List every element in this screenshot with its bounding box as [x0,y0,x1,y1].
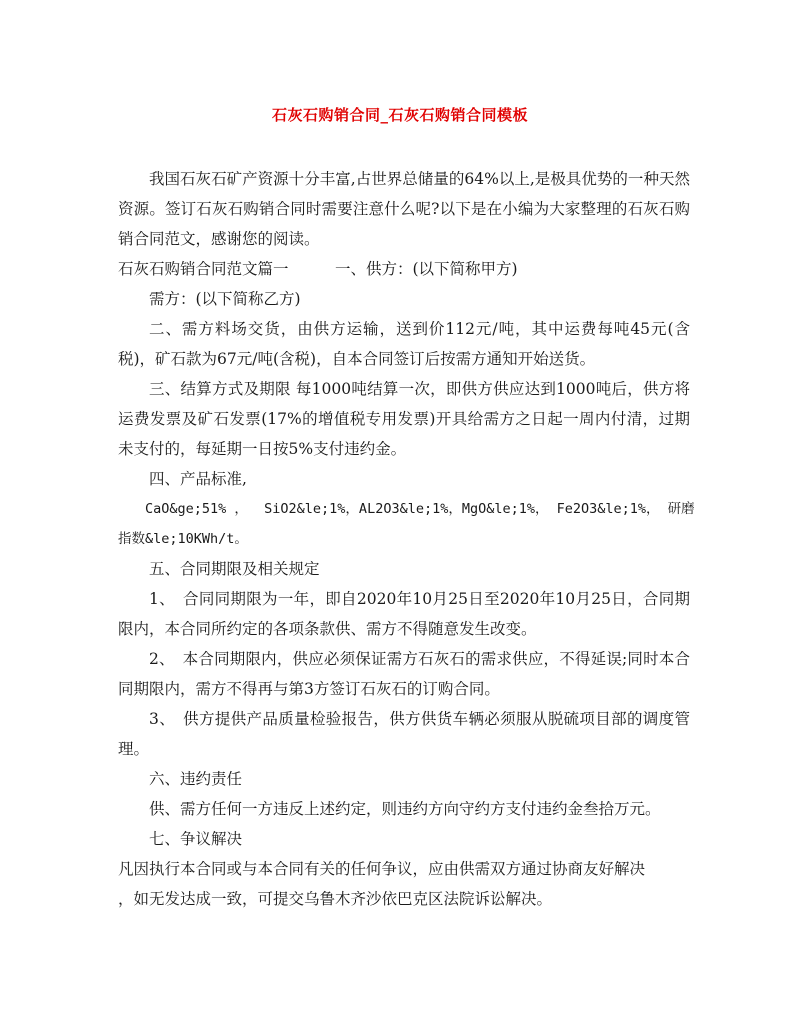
clause-7-text-1: 凡因执行本合同或与本合同有关的任何争议，应由供需双方通过协商友好解决 [118,860,646,878]
clause-7-heading: 七、争议解决 [149,830,243,848]
clause-6-heading: 六、违约责任 [149,770,243,788]
spec-line-1: CaO&ge;51% ， SiO2&le;1%，AL2O3&le;1%，MgO&le;1%， Fe2O3&le;1%， 研磨 [145,501,695,517]
clause-3: 三、结算方式及期限 每1000吨结算一次，即供方供应达到1000吨后，供方将运费发票及矿石发票(17%的增值税专用发票)开具给需方之日起一周内付清，过期未支付的，每延期一日按5%支付违约金。 [118,380,690,458]
intro-paragraph: 我国石灰石矿产资源十分丰富,占世界总储量的64%以上,是极具优势的一种天然资源。签订石灰石购销合同时需要注意什么呢?以下是在小编为大家整理的石灰石购销合同范文，感谢您的阅读。 [118,170,690,248]
clause-5-3: 3、 供方提供产品质量检验报告，供方供货车辆必须服从脱硫项目部的调度管理。 [118,710,690,758]
buyer-line: 需方：(以下简称乙方) [149,290,301,308]
document-body [118,164,695,914]
document-title: 石灰石购销合同_石灰石购销合同模板 [271,106,528,124]
clause-6-text: 供、需方任何一方违反上述约定，则违约方向守约方支付违约金叁拾万元。 [149,800,661,818]
clause-7-text-2: ，如无发达成一致，可提交乌鲁木齐沙依巴克区法院诉讼解决。 [118,890,553,908]
clause-5-2: 2、 本合同期限内，供应必须保证需方石灰石的需求供应，不得延误;同时本合同期限内，需方不得再与第3方签订石灰石的订购合同。 [118,650,690,698]
clause-5-1: 1、 合同同期限为一年，即自2020年10月25日至2020年10月25日，合同期限内，本合同所约定的各项条款供、需方不得随意发生改变。 [118,590,690,638]
clause-2: 二、需方料场交货，由供方运输，送到价112元/吨，其中运费每吨45元(含税)，矿石款为67元/吨(含税)，自本合同签订后按需方通知开始送货。 [118,320,690,368]
spec-line-2: 指数&le;10KWh/t。 [118,531,248,547]
section-heading: 石灰石购销合同范文篇一 一、供方：(以下简称甲方) [118,260,518,278]
clause-5-heading: 五、合同期限及相关规定 [149,560,320,578]
clause-4-heading: 四、产品标准, [149,470,247,488]
